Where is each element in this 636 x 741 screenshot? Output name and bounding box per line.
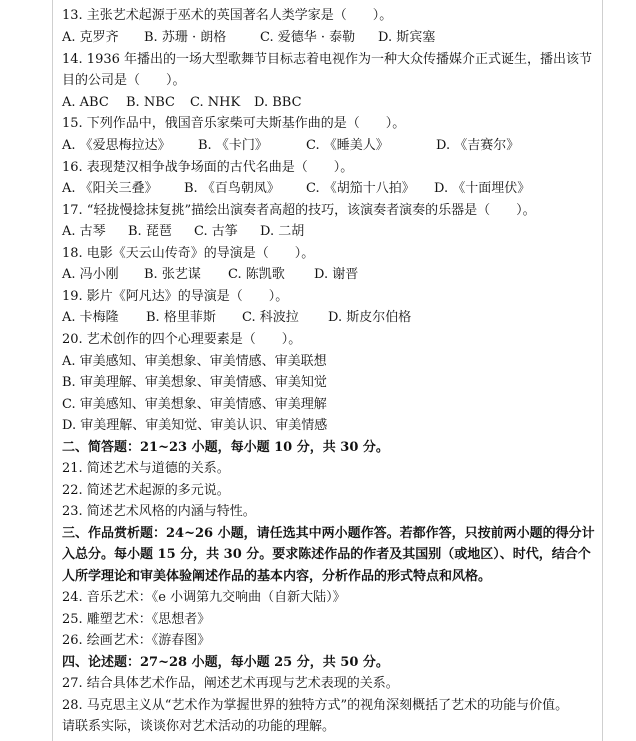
question-19-stem: 19. 影片《阿凡达》的导演是（ ）。 [62,289,289,304]
question-26: 26. 绘画艺术：《游春图》 [62,633,211,648]
option-a: A. 《爱思梅拉达》 [62,138,171,153]
question-13-options [62,30,435,46]
question-17-options [62,224,304,240]
option-c: C. 古筝 [194,224,238,239]
question-18-stem: 18. 电影《天云山传奇》的导演是（ ）。 [62,246,315,261]
question-28-line1: 28. 马克思主义从“艺术作为掌握世界的独特方式”的视角深刻概括了艺术的功能与价值。 [62,698,569,713]
option-c: C. NHK [190,95,241,110]
section-3-heading-line2: 入总分。每小题 15 分，共 30 分。要求陈述作品的作者及其国别（或地区）、时代，结合个 [62,547,591,562]
option-b: B. 格里菲斯 [146,310,216,325]
option-a: A. 卡梅隆 [62,310,119,325]
question-13-stem: 13. 主张艺术起源于巫术的英国著名人类学家是（ ）。 [62,8,393,23]
question-18-options [62,267,358,283]
option-b: B. 张艺谋 [144,267,201,282]
section-3-heading-line1: 三、作品赏析题：24~26 小题，请任选其中两小题作答。若都作答，只按前两小题的得分计 [62,526,595,541]
option-a: A. ABC [62,95,109,110]
option-d: D. 《十面埋伏》 [434,181,531,196]
option-a: A. 冯小刚 [62,267,119,282]
question-21: 21. 简述艺术与道德的关系。 [62,461,230,476]
section-2-heading: 二、简答题：21~23 小题，每小题 10 分，共 30 分。 [62,440,389,455]
option-d: D. 谢晋 [314,267,359,282]
question-17-stem: 17. “轻拢慢捻抹复挑”描绘出演奏者高超的技巧，该演奏者演奏的乐器是（ ）。 [62,203,536,218]
question-20-option-d: D. 审美理解、审美知觉、审美认识、审美情感 [62,418,328,433]
option-c: C. 陈凯歌 [228,267,285,282]
option-a: A. 克罗齐 [62,30,119,45]
question-20-option-b: B. 审美理解、审美想象、审美情感、审美知觉 [62,375,327,390]
question-14-options [62,95,302,111]
question-15-stem: 15. 下列作品中，俄国音乐家柴可夫斯基作曲的是（ ）。 [62,116,406,131]
section-3-heading-line3: 人所学理论和审美体验阐述作品的基本内容，分析作品的形式特点和风格。 [62,569,492,584]
option-d: D. 斯宾塞 [378,30,436,45]
option-b: B. 苏珊 · 朗格 [144,30,227,45]
option-d: D. 斯皮尔伯格 [328,310,412,325]
question-14-stem-line1: 14. 1936 年播出的一场大型歌舞节目标志着电视作为一种大众传播媒介正式诞生，播出该节 [62,52,593,67]
option-b: B. 琵琶 [128,224,172,239]
option-b: B. 《百鸟朝凤》 [184,181,280,196]
option-c: C. 爱德华 · 泰勒 [260,30,356,45]
question-15-options [62,138,519,154]
option-c: C. 科波拉 [242,310,299,325]
option-d: D. 《吉赛尔》 [436,138,520,153]
question-25: 25. 雕塑艺术：《思想者》 [62,612,211,627]
option-c: C. 《睡美人》 [306,138,389,153]
option-a: A. 《阳关三叠》 [62,181,158,196]
section-4-heading: 四、论述题：27~28 小题，每小题 25 分，共 50 分。 [62,655,389,670]
question-28-line2: 请联系实际，谈谈你对艺术活动的功能的理解。 [62,719,336,734]
question-20-option-c: C. 审美感知、审美想象、审美情感、审美理解 [62,397,327,412]
option-c: C. 《胡笳十八拍》 [306,181,415,196]
question-20-stem: 20. 艺术创作的四个心理要素是（ ）。 [62,332,302,347]
question-27: 27. 结合具体艺术作品，阐述艺术再现与艺术表现的关系。 [62,676,399,691]
option-b: B. 《卡门》 [198,138,268,153]
question-16-options [62,181,530,197]
question-14-stem-line2: 目的公司是（ ）。 [62,73,186,88]
question-22: 22. 简述艺术起源的多元说。 [62,483,230,498]
question-24: 24. 音乐艺术：《e 小调第九交响曲（自新大陆）》 [62,590,346,605]
question-23: 23. 简述艺术风格的内涵与特性。 [62,504,256,519]
option-a: A. 古琴 [62,224,106,239]
option-b: B. NBC [126,95,175,110]
question-16-stem: 16. 表现楚汉相争战争场面的古代名曲是（ ）。 [62,160,354,175]
option-d: D. BBC [254,95,302,110]
left-margin-rule [52,0,53,741]
right-margin-rule [602,0,603,741]
question-20-option-a: A. 审美感知、审美想象、审美情感、审美联想 [62,354,327,369]
question-19-options [62,310,411,326]
option-d: D. 二胡 [260,224,305,239]
